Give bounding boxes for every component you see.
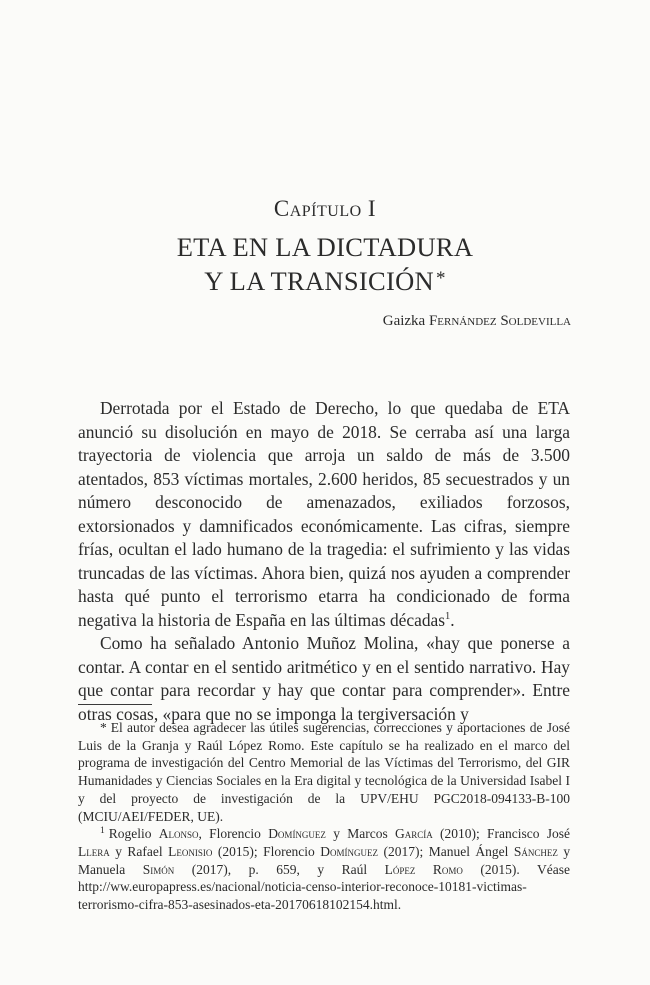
citation-year: (2015). <box>480 861 520 877</box>
citation-year: (2010); <box>440 826 480 842</box>
footnote-star-text: El autor desea agradecer las útiles sugerencias, correcciones y aportaciones de José Luis de la Granja y Raúl López Romo. Este capítulo se ha realizado en el marco del programa de investigación del Centro Memorial de las Víctimas del Terrorismo, del GIR Humanidades y Ciencias Sociales en la Era digital y tecnológica de la Universidad Isabel I y del proyecto de investigación de la UPV/EHU PGC2018-094133-B-100 (MCIU/AEI/FEDER, UE). <box>78 720 570 824</box>
author-last: López Romo <box>384 861 463 877</box>
author-surnames: Fernández Soldevilla <box>428 313 571 329</box>
author-first: Florencio <box>209 826 261 842</box>
paragraph-1-text: Derrotada por el Estado de Derecho, lo que quedaba de ETA anunció su disolución en mayo de 2018. Se cerraba así una larga trayectoria de violencia que arroja un saldo de más de 3.500 atentados, 853 víctimas mortales, 2.600 heridos, 85 secuestrados y un número desconocido de amenazados, exiliados forzosos, extorsionados y damnificados económicamente. Las cifras, siempre frías, ocultan el lado humano de la tragedia: el sufrimiento y las vidas truncadas de las víctimas. Ahora bien, quizá nos ayuden a comprender hasta qué punto el terrorismo etarra ha condicionado de forma negativa la historia de España en las últimas décadas <box>78 398 570 630</box>
title-line-2 <box>0 263 650 297</box>
paragraph-1-end: . <box>450 609 455 630</box>
paragraph-1 <box>78 397 570 632</box>
chapter-title <box>0 232 650 297</box>
footnote-ref-1: 1 <box>445 610 451 622</box>
author-last: Llera <box>78 843 110 859</box>
author-last: Domínguez <box>320 843 379 859</box>
url-prefix: Véase <box>537 861 571 877</box>
author-first: Rafael <box>127 843 163 859</box>
footnote-1-mark: 1 <box>100 826 105 837</box>
citation-year: (2015); <box>217 843 258 859</box>
author-last: Sánchez <box>513 843 558 859</box>
chapter-numeral: I <box>367 196 377 221</box>
paragraph-2: Como ha señalado Antonio Muñoz Molina, «hay que ponerse a contar. A contar en el sentido aritmético y en el sentido narrativo. Hay que contar para recordar y hay que contar para comprender». Entre otras cosas, «para que no se imponga la tergiversación y <box>78 633 570 724</box>
author-last: Domínguez <box>268 826 326 842</box>
author-first: Florencio <box>263 843 315 859</box>
source-url: http://ww.europapress.es/nacional/noticia-censo-interior-reconoce-10181-victimas-terrorismo-cifra-853-asesinados-eta-20170618102154.html. <box>78 879 527 913</box>
author-first: Marcos <box>347 826 388 842</box>
author-last: Leonisio <box>168 843 213 859</box>
author-first: Rogelio <box>108 826 152 842</box>
footnote-star-mark: * <box>100 720 107 735</box>
chapter-prefix: Capítulo <box>273 196 362 221</box>
author-first-name: Gaizka <box>382 313 426 329</box>
chapter-label <box>0 196 650 222</box>
author-first: Manuel Ángel <box>428 843 509 859</box>
author-last: García <box>394 826 433 842</box>
title-line-1: ETA EN LA DICTADURA <box>176 232 474 262</box>
citation-year: (2017); <box>383 843 424 859</box>
title-footnote-mark: * <box>435 268 446 289</box>
author-byline <box>383 313 571 330</box>
author-first: Raúl <box>341 861 368 877</box>
citation-year: (2017), p. 659, y <box>191 861 325 877</box>
author-first: Francisco José <box>487 826 571 842</box>
author-last: Alonso <box>158 826 199 842</box>
title-line-2-text: Y LA TRANSICIÓN <box>204 266 434 296</box>
author-last: Simón <box>142 861 175 877</box>
footnotes <box>78 719 570 914</box>
footnote-separator <box>78 704 152 705</box>
body-text <box>78 397 570 726</box>
author-first: Manuela <box>78 861 126 877</box>
footnote-star <box>78 719 570 825</box>
footnote-1: $^1$ Rogelio Alonso, Florencio Domínguez y Marcos García (2010); Francisco José Llera y Rafael Leonisio (2015); Florencio Domínguez (2017); Manuel Ángel Sánchez y Manuela Simón (2017), p. 659, y Raúl López Romo (2015). Véase http://ww.europapress.es/nacional/noticia-censo-interior-reconoce-10181-victimas-terrorismo-cifra-853-asesinados-eta-20170618102154.html. <box>78 826 571 913</box>
